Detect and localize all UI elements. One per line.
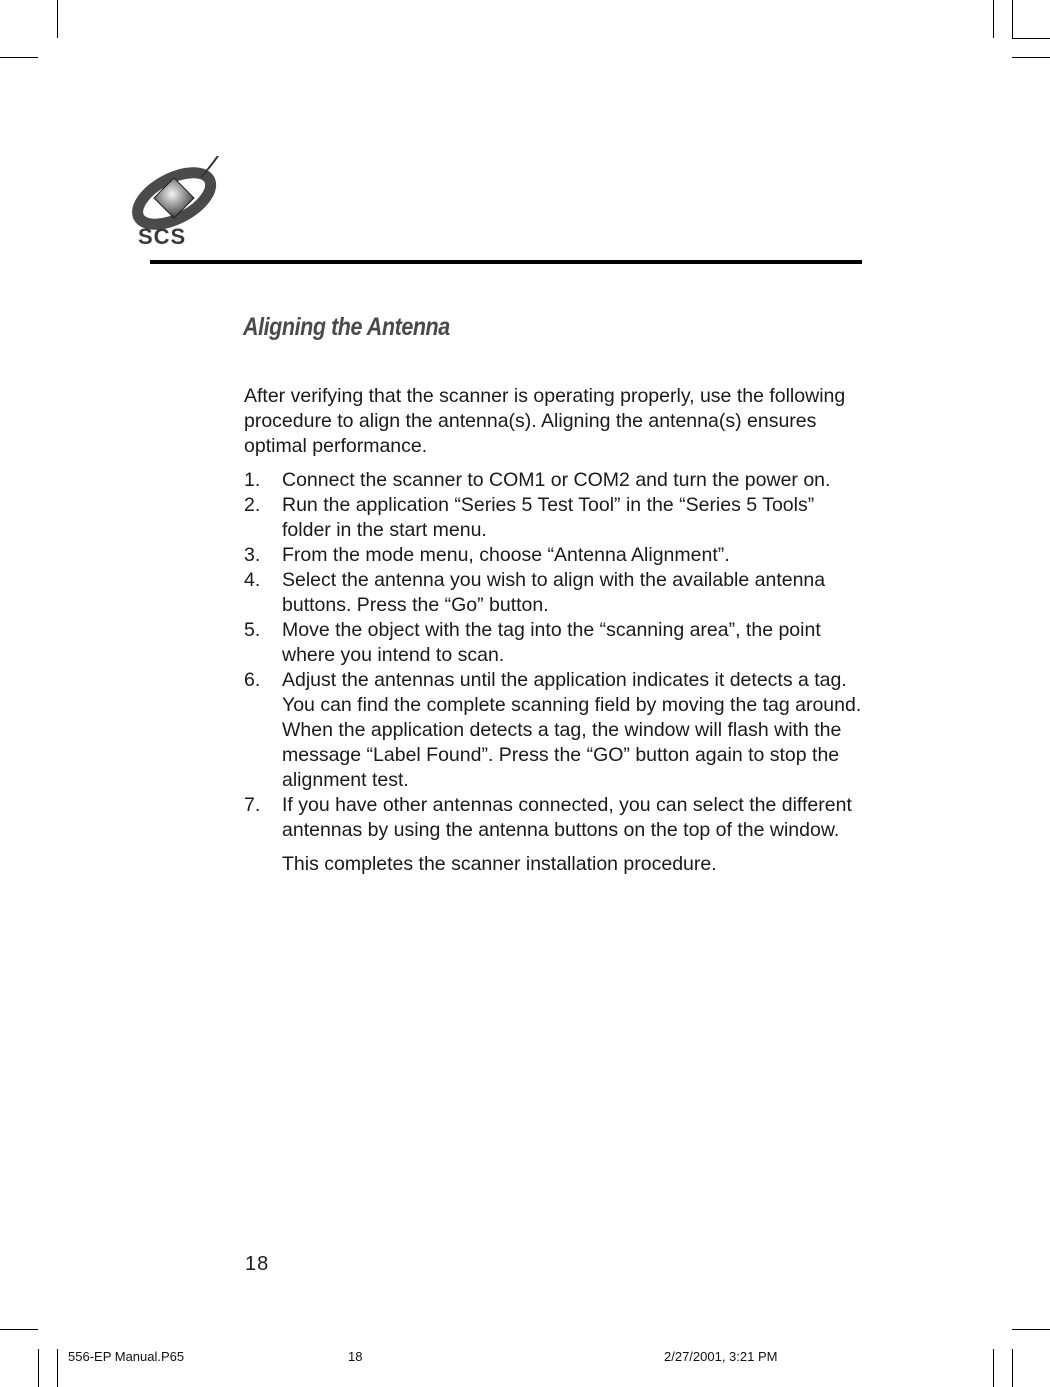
crop-mark	[1012, 1349, 1013, 1387]
list-item	[244, 493, 864, 543]
step-text: Move the object with the tag into the “scanning area”, the point where you intend to scan.	[282, 619, 821, 666]
list-item	[244, 793, 864, 843]
slug-timestamp: 2/27/2001, 3:21 PM	[664, 1349, 778, 1364]
body-content	[244, 384, 904, 877]
step-number: 6.	[244, 669, 261, 691]
crop-mark	[1012, 38, 1050, 39]
list-item	[244, 543, 864, 568]
procedure-steps	[244, 468, 904, 843]
list-item	[244, 618, 864, 668]
section-heading: Aligning the Antenna	[243, 313, 450, 341]
step-text: From the mode menu, choose “Antenna Alignment”.	[282, 544, 730, 566]
closing-paragraph: This completes the scanner installation procedure.	[282, 853, 717, 875]
crop-mark	[1012, 57, 1050, 58]
crop-mark	[0, 57, 38, 58]
crop-mark	[57, 1349, 58, 1387]
step-number: 7.	[244, 794, 261, 816]
step-number: 1.	[244, 469, 261, 491]
list-item	[244, 568, 864, 618]
step-number: 5.	[244, 619, 261, 641]
intro-paragraph: After verifying that the scanner is operating properly, use the following procedure to align the antenna(s). Aligning the antenna(s) ensures optimal performance.	[244, 385, 846, 457]
step-text: Select the antenna you wish to align with the available antenna buttons. Press the “Go” button.	[282, 569, 826, 616]
step-text: Adjust the antennas until the application indicates it detects a tag. You can find the complete scanning field by moving the tag around. When the application detects a tag, the window will flash with the message “Label Found”. Press the “GO” button again to stop the alignment test.	[282, 669, 862, 791]
page-number: 18	[245, 1253, 270, 1275]
header-rule	[150, 260, 862, 264]
crop-mark	[57, 0, 58, 38]
list-item	[244, 468, 864, 493]
crop-mark	[38, 1349, 39, 1387]
logo-text: SCS	[138, 224, 187, 248]
step-number: 3.	[244, 544, 261, 566]
step-text: Connect the scanner to COM1 or COM2 and turn the power on.	[282, 469, 831, 491]
step-number: 4.	[244, 569, 261, 591]
scs-logo	[108, 156, 242, 248]
list-item	[244, 668, 864, 793]
crop-mark	[0, 1329, 38, 1330]
step-text: If you have other antennas connected, you can select the different antennas by using the antenna buttons on the top of the window.	[282, 794, 852, 841]
crop-mark	[993, 1349, 994, 1387]
crop-mark	[993, 0, 994, 38]
slug-filename: 556-EP Manual.P65	[68, 1349, 185, 1364]
step-number: 2.	[244, 494, 261, 516]
crop-mark	[1012, 0, 1013, 38]
scs-orbit-logo-icon	[108, 156, 242, 248]
step-text: Run the application “Series 5 Test Tool” in the “Series 5 Tools” folder in the start menu.	[282, 494, 815, 541]
slug-page: 18	[348, 1349, 363, 1364]
crop-mark	[1012, 1329, 1050, 1330]
